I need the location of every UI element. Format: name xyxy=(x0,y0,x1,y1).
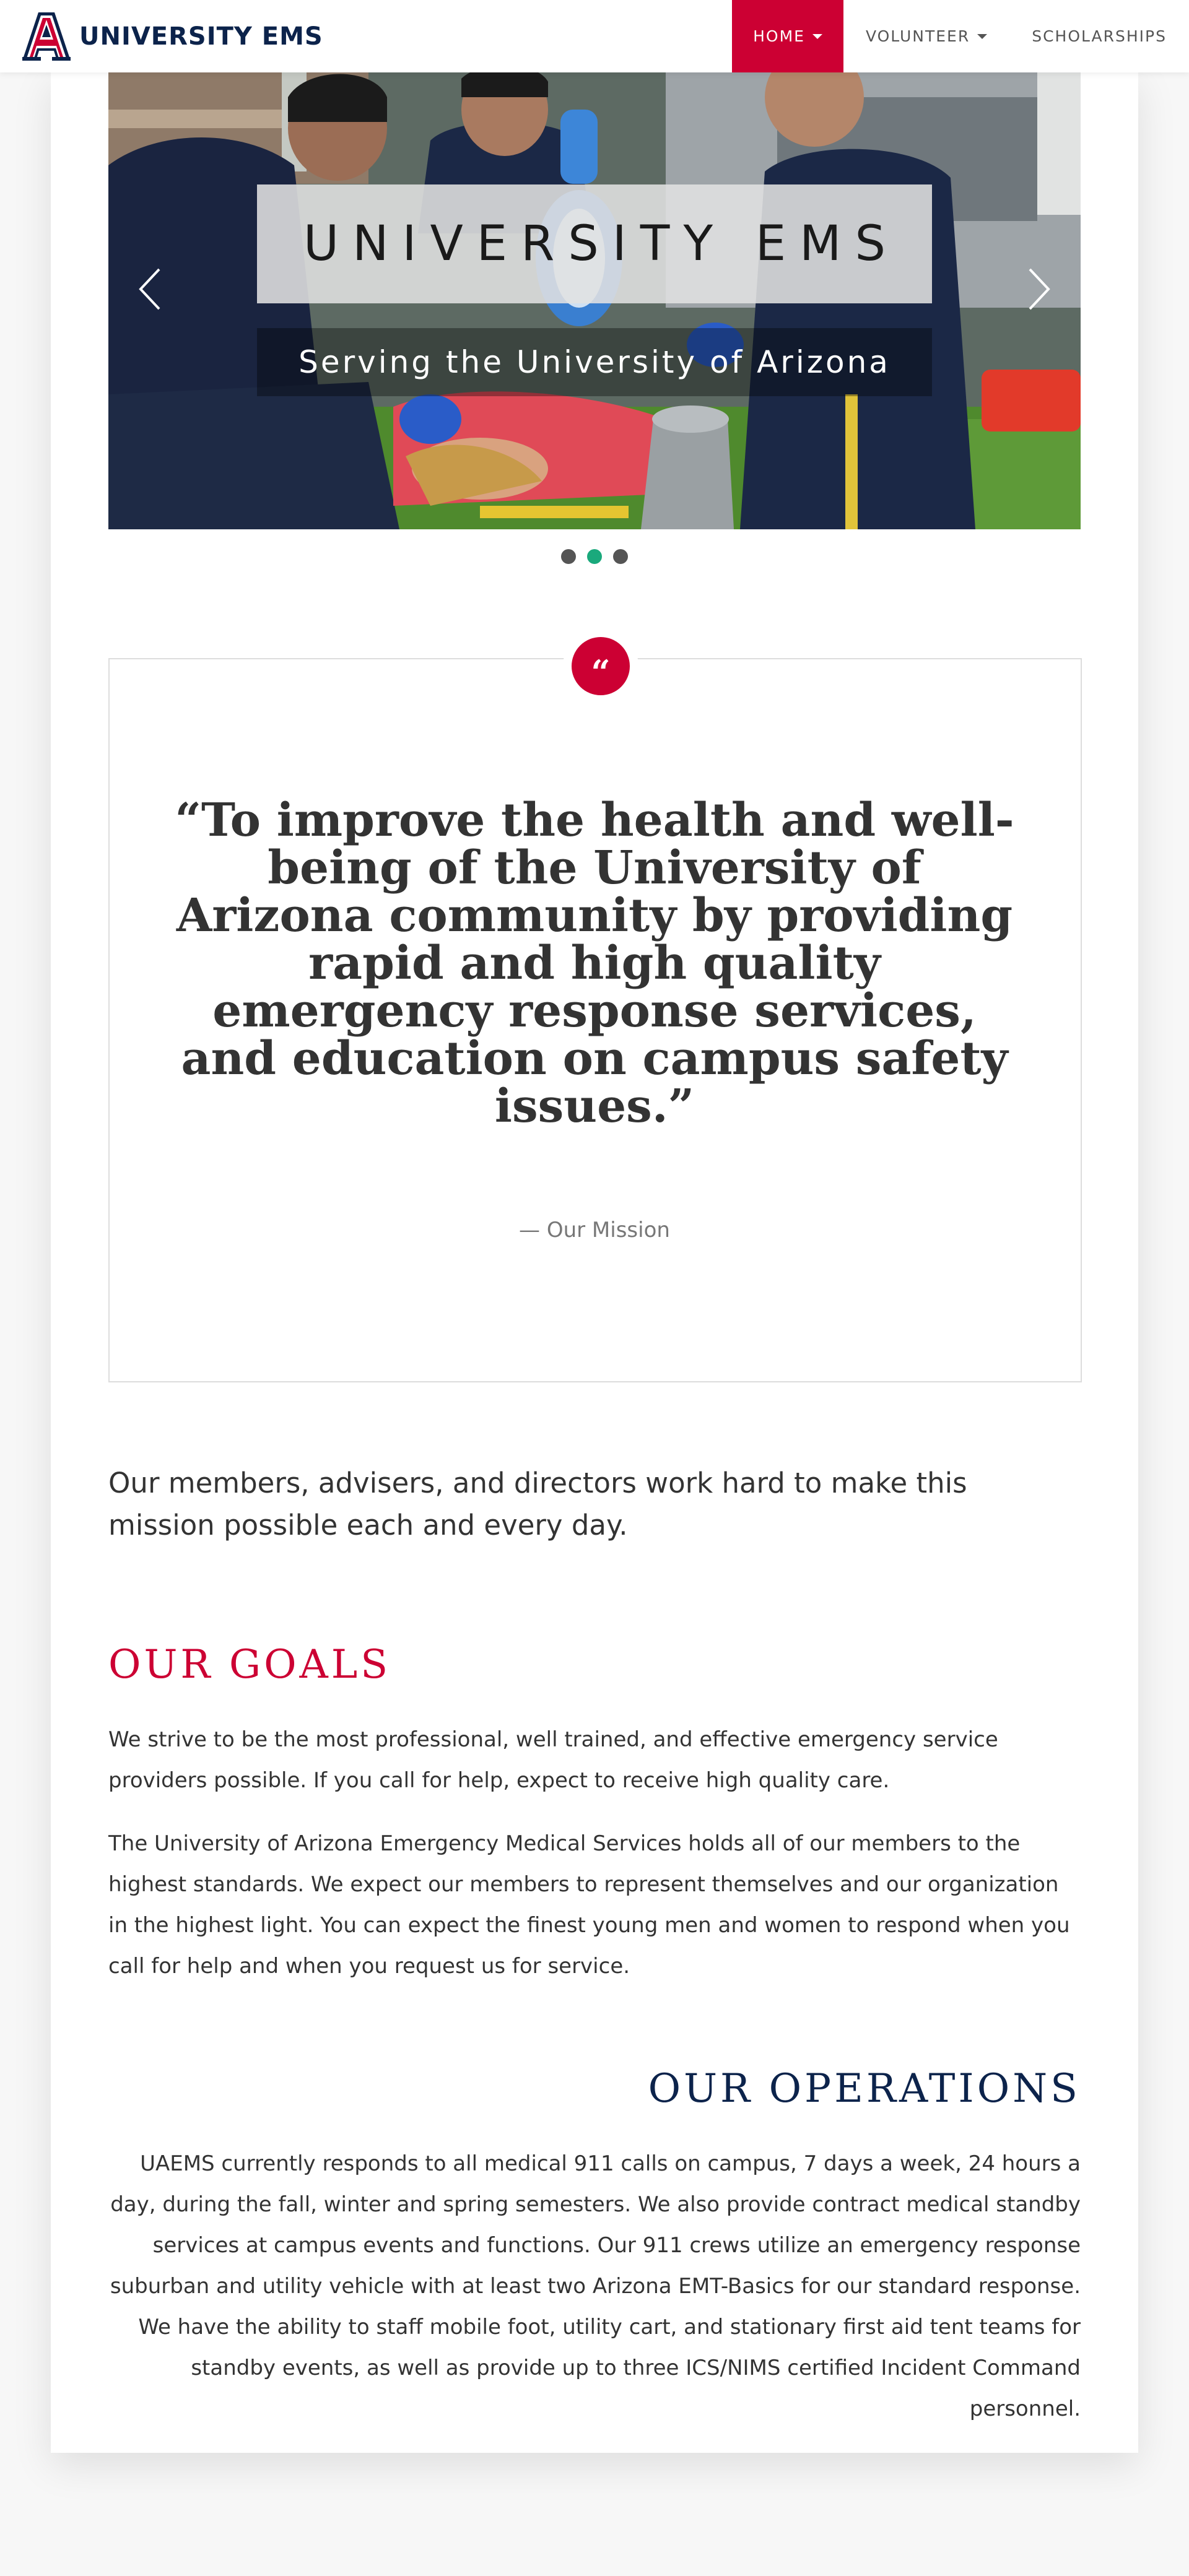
chevron-right-icon[interactable] xyxy=(1019,264,1056,314)
nav-scholarships[interactable] xyxy=(1009,0,1189,72)
mission-quote: “To improve the health and well-being of the University of Arizona community by providing rapid and high quality emergency response services, and education on campus safety issues.” xyxy=(175,794,1014,1133)
brand-link[interactable] xyxy=(20,10,323,63)
mission-attribution: — Our Mission xyxy=(519,1218,670,1242)
operations-heading: OUR OPERATIONS xyxy=(648,2066,1081,2112)
quote-badge xyxy=(563,628,638,704)
main-container xyxy=(51,72,1138,2453)
caret-down-icon xyxy=(812,34,822,39)
main-nav xyxy=(732,0,1189,72)
carousel-title-box xyxy=(257,184,932,303)
nav-home[interactable] xyxy=(732,0,843,72)
goals-paragraph-1: We strive to be the most professional, well trained, and effective emergency service providers possible. If you call for help, expect to receive high quality care. xyxy=(108,1727,998,1793)
goals-heading: OUR GOALS xyxy=(108,1642,391,1688)
operations-paragraph: UAEMS currently responds to all medical 911 calls on campus, 7 days a week, 24 hours a day, during the fall, winter and spring semesters. We also provide contract medical standby services at campus events and functions. Our 911 crews utilize an emergency response suburban and utility vehicle with at least two Arizona EMT-Basics for our standard response. We have the ability to staff mobile foot, utility cart, and stationary first aid tent teams for standby events, as well as provide up to three ICS/NIMS certified Incident Command personnel. xyxy=(110,2151,1081,2421)
nav-volunteer[interactable] xyxy=(843,0,1009,72)
hero-carousel[interactable] xyxy=(108,72,1081,529)
lead-paragraph: Our members, advisers, and directors work hard to make this mission possible each and every day. xyxy=(108,1467,967,1542)
carousel-subtitle: Serving the University of Arizona xyxy=(298,344,891,380)
carousel-indicators xyxy=(51,549,1138,564)
quote-icon: “ xyxy=(591,653,611,692)
carousel-subtitle-box xyxy=(257,328,932,396)
brand-text: UNIVERSITY EMS xyxy=(79,22,323,51)
nav-volunteer-label: VOLUNTEER xyxy=(865,27,970,45)
chevron-left-icon[interactable] xyxy=(133,264,170,314)
navbar xyxy=(0,0,1189,72)
carousel-dot-2[interactable] xyxy=(587,549,602,564)
carousel-dot-1[interactable] xyxy=(561,549,576,564)
carousel-dot-3[interactable] xyxy=(613,549,628,564)
carousel-title: UNIVERSITY EMS xyxy=(303,216,899,272)
nav-scholarships-label: SCHOLARSHIPS xyxy=(1032,27,1167,45)
university-a-logo-icon xyxy=(20,10,73,63)
goals-paragraph-2: The University of Arizona Emergency Medical Services holds all of our members to the highest standards. We expect our members to represent themselves and our organization in the highest light. You can expect the finest young men and women to respond when you call for help and when you request us for service. xyxy=(108,1831,1070,1979)
caret-down-icon xyxy=(977,34,987,39)
nav-home-label: HOME xyxy=(753,27,805,45)
